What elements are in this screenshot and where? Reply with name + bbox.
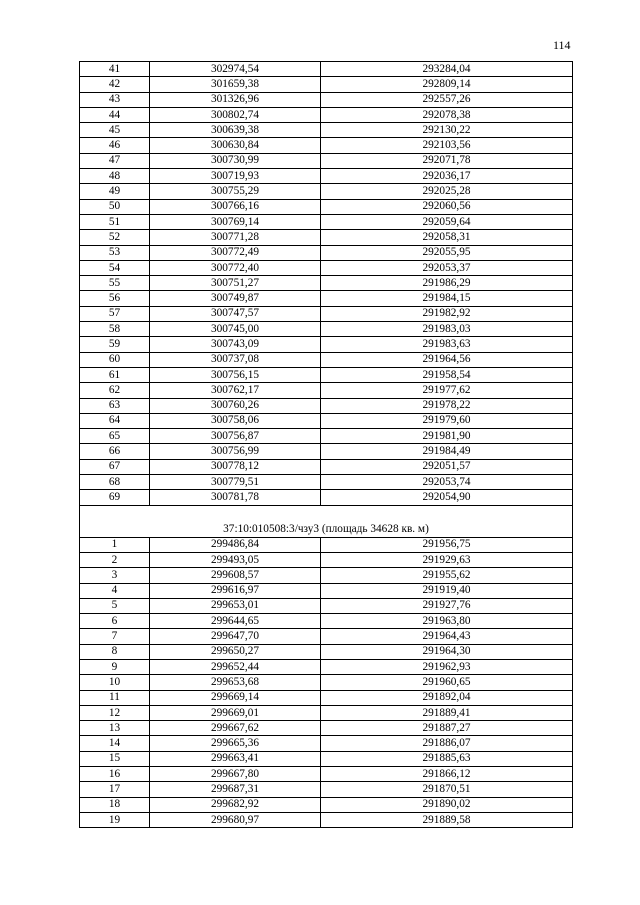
point-number-cell: 18 (80, 797, 150, 812)
y-coordinate-cell: 291889,58 (321, 812, 573, 827)
point-number-cell: 50 (80, 199, 150, 214)
x-coordinate-cell: 300766,16 (150, 199, 321, 214)
point-number-cell: 65 (80, 429, 150, 444)
y-coordinate-cell: 291887,27 (321, 721, 573, 736)
y-coordinate-cell: 291983,03 (321, 322, 573, 337)
y-coordinate-cell: 291919,40 (321, 583, 573, 598)
point-number-cell: 3 (80, 568, 150, 583)
coordinates-table-body (80, 62, 573, 828)
table-row (80, 214, 573, 229)
x-coordinate-cell: 300756,15 (150, 367, 321, 382)
point-number-cell: 13 (80, 721, 150, 736)
point-number-cell: 48 (80, 169, 150, 184)
y-coordinate-cell: 292130,22 (321, 123, 573, 138)
x-coordinate-cell: 302974,54 (150, 62, 321, 77)
point-number-cell: 17 (80, 782, 150, 797)
x-coordinate-cell: 300778,12 (150, 459, 321, 474)
x-coordinate-cell: 299608,57 (150, 568, 321, 583)
point-number-cell: 9 (80, 659, 150, 674)
table-row (80, 705, 573, 720)
y-coordinate-cell: 292054,90 (321, 490, 573, 505)
point-number-cell: 69 (80, 490, 150, 505)
point-number-cell: 49 (80, 184, 150, 199)
x-coordinate-cell: 300779,51 (150, 475, 321, 490)
point-number-cell: 52 (80, 230, 150, 245)
point-number-cell: 68 (80, 475, 150, 490)
y-coordinate-cell: 291962,93 (321, 659, 573, 674)
table-row (80, 184, 573, 199)
point-number-cell: 5 (80, 598, 150, 613)
table-row (80, 276, 573, 291)
table-row (80, 138, 573, 153)
table-row (80, 291, 573, 306)
y-coordinate-cell: 291979,60 (321, 413, 573, 428)
point-number-cell: 67 (80, 459, 150, 474)
x-coordinate-cell: 299687,31 (150, 782, 321, 797)
x-coordinate-cell: 299493,05 (150, 552, 321, 567)
table-row (80, 767, 573, 782)
table-row (80, 782, 573, 797)
table-row (80, 614, 573, 629)
table-row (80, 598, 573, 613)
table-row (80, 77, 573, 92)
y-coordinate-cell: 292036,17 (321, 169, 573, 184)
x-coordinate-cell: 301659,38 (150, 77, 321, 92)
y-coordinate-cell: 291978,22 (321, 398, 573, 413)
x-coordinate-cell: 299682,92 (150, 797, 321, 812)
x-coordinate-cell: 299616,97 (150, 583, 321, 598)
y-coordinate-cell: 291956,75 (321, 537, 573, 552)
x-coordinate-cell: 299653,68 (150, 675, 321, 690)
point-number-cell: 54 (80, 260, 150, 275)
y-coordinate-cell: 292025,28 (321, 184, 573, 199)
table-row (80, 62, 573, 77)
point-number-cell: 7 (80, 629, 150, 644)
table-row (80, 552, 573, 567)
y-coordinate-cell: 291984,15 (321, 291, 573, 306)
point-number-cell: 2 (80, 552, 150, 567)
x-coordinate-cell: 299653,01 (150, 598, 321, 613)
table-row (80, 537, 573, 552)
point-number-cell: 61 (80, 367, 150, 382)
x-coordinate-cell: 299644,65 (150, 614, 321, 629)
y-coordinate-cell: 291986,29 (321, 276, 573, 291)
y-coordinate-cell: 291886,07 (321, 736, 573, 751)
table-row (80, 690, 573, 705)
point-number-cell: 45 (80, 123, 150, 138)
table-row (80, 199, 573, 214)
y-coordinate-cell: 291964,30 (321, 644, 573, 659)
point-number-cell: 46 (80, 138, 150, 153)
point-number-cell: 55 (80, 276, 150, 291)
section-title: 37:10:010508:3/чзу3 (площадь 34628 кв. м) (80, 505, 573, 537)
table-row (80, 751, 573, 766)
page-number: 114 (553, 38, 571, 52)
x-coordinate-cell: 299647,70 (150, 629, 321, 644)
point-number-cell: 62 (80, 383, 150, 398)
x-coordinate-cell: 300630,84 (150, 138, 321, 153)
x-coordinate-cell: 300719,93 (150, 169, 321, 184)
x-coordinate-cell: 299650,27 (150, 644, 321, 659)
y-coordinate-cell: 292051,57 (321, 459, 573, 474)
point-number-cell: 8 (80, 644, 150, 659)
table-row (80, 107, 573, 122)
x-coordinate-cell: 299669,14 (150, 690, 321, 705)
table-row (80, 675, 573, 690)
y-coordinate-cell: 292078,38 (321, 107, 573, 122)
coordinates-table (79, 61, 573, 828)
y-coordinate-cell: 291929,63 (321, 552, 573, 567)
x-coordinate-cell: 300762,17 (150, 383, 321, 398)
table-row (80, 444, 573, 459)
table-row (80, 644, 573, 659)
x-coordinate-cell: 300781,78 (150, 490, 321, 505)
point-number-cell: 42 (80, 77, 150, 92)
x-coordinate-cell: 300802,74 (150, 107, 321, 122)
table-row (80, 459, 573, 474)
x-coordinate-cell: 299669,01 (150, 705, 321, 720)
point-number-cell: 10 (80, 675, 150, 690)
y-coordinate-cell: 292059,64 (321, 214, 573, 229)
x-coordinate-cell: 299652,44 (150, 659, 321, 674)
table-row (80, 475, 573, 490)
x-coordinate-cell: 300758,06 (150, 413, 321, 428)
x-coordinate-cell: 301326,96 (150, 92, 321, 107)
table-row (80, 812, 573, 827)
point-number-cell: 66 (80, 444, 150, 459)
x-coordinate-cell: 299680,97 (150, 812, 321, 827)
table-row (80, 230, 573, 245)
y-coordinate-cell: 291977,62 (321, 383, 573, 398)
table-row (80, 245, 573, 260)
table-row (80, 367, 573, 382)
table-row (80, 797, 573, 812)
point-number-cell: 43 (80, 92, 150, 107)
y-coordinate-cell: 291890,02 (321, 797, 573, 812)
table-row (80, 169, 573, 184)
y-coordinate-cell: 291885,63 (321, 751, 573, 766)
table-row (80, 583, 573, 598)
point-number-cell: 41 (80, 62, 150, 77)
point-number-cell: 11 (80, 690, 150, 705)
y-coordinate-cell: 292058,31 (321, 230, 573, 245)
y-coordinate-cell: 291960,65 (321, 675, 573, 690)
point-number-cell: 19 (80, 812, 150, 827)
x-coordinate-cell: 300760,26 (150, 398, 321, 413)
table-row (80, 659, 573, 674)
y-coordinate-cell: 292053,37 (321, 260, 573, 275)
table-row (80, 337, 573, 352)
x-coordinate-cell: 300730,99 (150, 153, 321, 168)
table-row (80, 322, 573, 337)
y-coordinate-cell: 292060,56 (321, 199, 573, 214)
point-number-cell: 12 (80, 705, 150, 720)
x-coordinate-cell: 300737,08 (150, 352, 321, 367)
table-row (80, 429, 573, 444)
y-coordinate-cell: 291866,12 (321, 767, 573, 782)
y-coordinate-cell: 291889,41 (321, 705, 573, 720)
y-coordinate-cell: 291927,76 (321, 598, 573, 613)
point-number-cell: 59 (80, 337, 150, 352)
point-number-cell: 1 (80, 537, 150, 552)
x-coordinate-cell: 300772,40 (150, 260, 321, 275)
x-coordinate-cell: 299667,62 (150, 721, 321, 736)
y-coordinate-cell: 292055,95 (321, 245, 573, 260)
x-coordinate-cell: 299486,84 (150, 537, 321, 552)
y-coordinate-cell: 293284,04 (321, 62, 573, 77)
point-number-cell: 14 (80, 736, 150, 751)
point-number-cell: 6 (80, 614, 150, 629)
y-coordinate-cell: 292053,74 (321, 475, 573, 490)
y-coordinate-cell: 291958,54 (321, 367, 573, 382)
x-coordinate-cell: 300772,49 (150, 245, 321, 260)
y-coordinate-cell: 291984,49 (321, 444, 573, 459)
x-coordinate-cell: 300755,29 (150, 184, 321, 199)
y-coordinate-cell: 291964,56 (321, 352, 573, 367)
point-number-cell: 60 (80, 352, 150, 367)
x-coordinate-cell: 300749,87 (150, 291, 321, 306)
table-row (80, 398, 573, 413)
table-row (80, 92, 573, 107)
point-number-cell: 57 (80, 306, 150, 321)
point-number-cell: 16 (80, 767, 150, 782)
point-number-cell: 53 (80, 245, 150, 260)
x-coordinate-cell: 300769,14 (150, 214, 321, 229)
y-coordinate-cell: 291955,62 (321, 568, 573, 583)
x-coordinate-cell: 300771,28 (150, 230, 321, 245)
table-row (80, 629, 573, 644)
y-coordinate-cell: 292809,14 (321, 77, 573, 92)
x-coordinate-cell: 299663,41 (150, 751, 321, 766)
point-number-cell: 51 (80, 214, 150, 229)
y-coordinate-cell: 291964,43 (321, 629, 573, 644)
table-row (80, 413, 573, 428)
y-coordinate-cell: 291982,92 (321, 306, 573, 321)
x-coordinate-cell: 300756,99 (150, 444, 321, 459)
y-coordinate-cell: 291892,04 (321, 690, 573, 705)
x-coordinate-cell: 300751,27 (150, 276, 321, 291)
table-row (80, 153, 573, 168)
point-number-cell: 15 (80, 751, 150, 766)
table-row (80, 260, 573, 275)
x-coordinate-cell: 300743,09 (150, 337, 321, 352)
table-row (80, 736, 573, 751)
point-number-cell: 64 (80, 413, 150, 428)
x-coordinate-cell: 299665,36 (150, 736, 321, 751)
y-coordinate-cell: 291870,51 (321, 782, 573, 797)
y-coordinate-cell: 291963,80 (321, 614, 573, 629)
table-row (80, 306, 573, 321)
table-row (80, 721, 573, 736)
table-row (80, 568, 573, 583)
point-number-cell: 47 (80, 153, 150, 168)
table-row (80, 352, 573, 367)
point-number-cell: 56 (80, 291, 150, 306)
y-coordinate-cell: 291981,90 (321, 429, 573, 444)
point-number-cell: 63 (80, 398, 150, 413)
y-coordinate-cell: 291983,63 (321, 337, 573, 352)
point-number-cell: 58 (80, 322, 150, 337)
x-coordinate-cell: 300639,38 (150, 123, 321, 138)
point-number-cell: 44 (80, 107, 150, 122)
x-coordinate-cell: 300747,57 (150, 306, 321, 321)
x-coordinate-cell: 299667,80 (150, 767, 321, 782)
section-header-row (80, 505, 573, 537)
x-coordinate-cell: 300756,87 (150, 429, 321, 444)
point-number-cell: 4 (80, 583, 150, 598)
y-coordinate-cell: 292103,56 (321, 138, 573, 153)
y-coordinate-cell: 292557,26 (321, 92, 573, 107)
table-row (80, 123, 573, 138)
table-row (80, 490, 573, 505)
table-row (80, 383, 573, 398)
x-coordinate-cell: 300745,00 (150, 322, 321, 337)
y-coordinate-cell: 292071,78 (321, 153, 573, 168)
